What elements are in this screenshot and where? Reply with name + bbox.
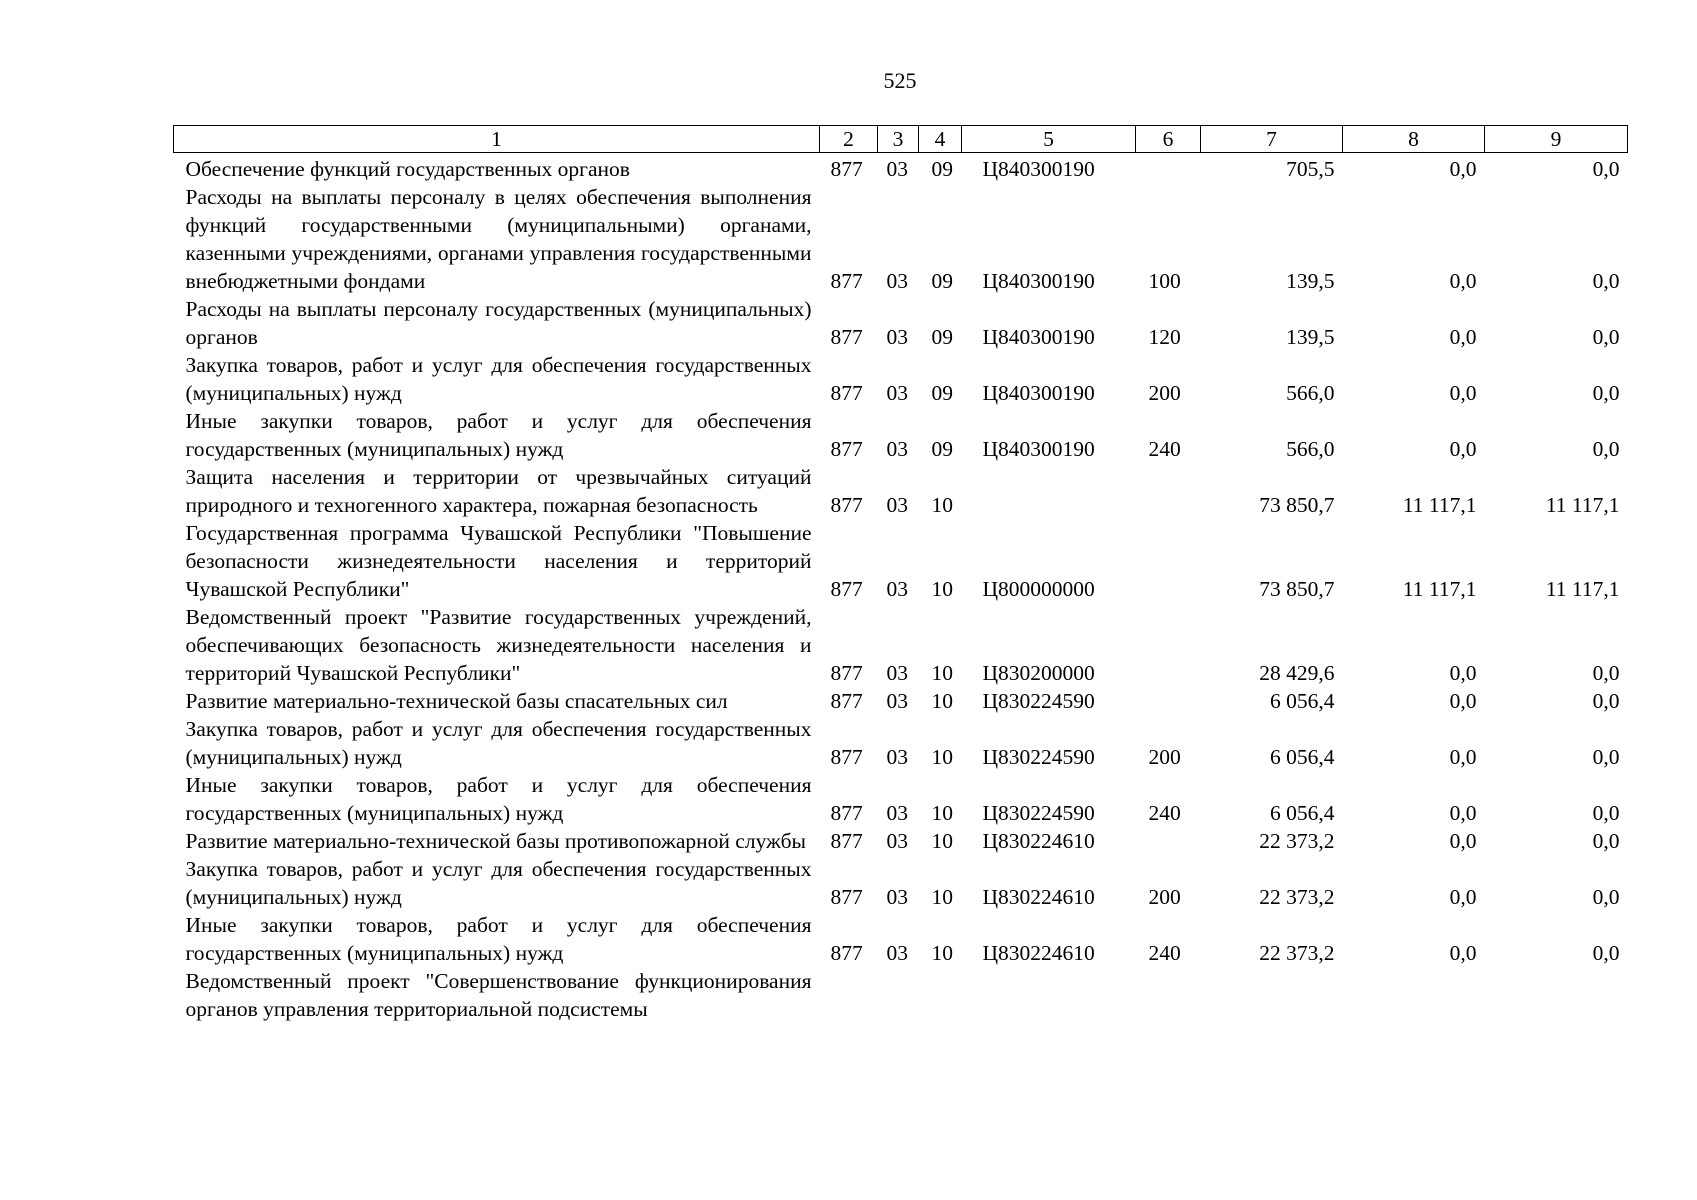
col-9-cell: 11 117,1 [1545, 577, 1620, 601]
row-name-cell: Обеспечение функций государственных органов [185, 157, 630, 181]
column-header-2: 2 [820, 126, 878, 153]
col-2-cell: 877 [830, 381, 863, 405]
row-name-cell: Государственная программа Чувашской Республики "Повышение безопасности жизнедеятельности населения и территорий Чувашской Республики" [185, 521, 812, 601]
column-header-1: 1 [174, 126, 820, 153]
col-5-cell: Ц800000000 [982, 577, 1095, 601]
col-3-cell: 03 [886, 157, 908, 181]
col-8-cell: 11 117,1 [1402, 493, 1477, 517]
col-2-cell: 877 [830, 577, 863, 601]
col-2-cell: 877 [830, 661, 863, 685]
col-2-cell: 877 [830, 493, 863, 517]
table-row [174, 911, 1628, 967]
col-9-cell: 0,0 [1592, 885, 1620, 909]
col-7-cell: 22 373,2 [1259, 885, 1335, 909]
col-2-cell: 877 [830, 941, 863, 965]
row-name-cell: Ведомственный проект "Развитие государственных учреждений, обеспечивающих безопасность жизнедеятельности населения и территорий Чувашской Республики" [185, 605, 812, 685]
col-2-cell: 877 [830, 689, 863, 713]
col-3-cell [878, 967, 919, 1023]
col-5-cell [962, 967, 1136, 1023]
col-3-cell: 03 [886, 661, 908, 685]
col-8-cell: 0,0 [1449, 829, 1477, 853]
column-header-7: 7 [1201, 126, 1343, 153]
col-9-cell: 0,0 [1592, 437, 1620, 461]
row-name-cell: Закупка товаров, работ и услуг для обеспечения государственных (муниципальных) нужд [185, 353, 812, 405]
col-2-cell: 877 [830, 885, 863, 909]
col-6-cell [1136, 463, 1201, 519]
column-header-8: 8 [1343, 126, 1485, 153]
col-8-cell: 0,0 [1449, 325, 1477, 349]
col-5-cell: Ц830224610 [982, 829, 1095, 853]
col-3-cell: 03 [886, 829, 908, 853]
col-4-cell: 10 [931, 577, 953, 601]
col-6-cell [1136, 687, 1201, 715]
column-header-5: 5 [962, 126, 1136, 153]
col-7-cell: 705,5 [1286, 157, 1335, 181]
col-3-cell: 03 [886, 745, 908, 769]
col-3-cell: 03 [886, 381, 908, 405]
col-9-cell: 0,0 [1592, 381, 1620, 405]
col-6-cell: 100 [1148, 269, 1181, 293]
row-name-cell: Развитие материально-технической базы противопожарной службы [185, 829, 806, 853]
col-2-cell: 877 [830, 325, 863, 349]
col-5-cell: Ц830224590 [982, 801, 1095, 825]
col-8-cell: 0,0 [1449, 437, 1477, 461]
col-4-cell: 09 [931, 381, 953, 405]
col-6-cell: 240 [1148, 801, 1181, 825]
col-8-cell: 0,0 [1449, 745, 1477, 769]
col-4-cell: 10 [931, 941, 953, 965]
col-7-cell: 6 056,4 [1270, 689, 1335, 713]
col-4-cell: 10 [931, 689, 953, 713]
col-2-cell: 877 [830, 269, 863, 293]
col-2-cell: 877 [830, 157, 863, 181]
col-5-cell: Ц840300190 [982, 157, 1095, 181]
col-7-cell [1201, 967, 1343, 1023]
col-7-cell: 566,0 [1286, 437, 1335, 461]
table-row [174, 827, 1628, 855]
col-6-cell [1136, 827, 1201, 855]
col-3-cell: 03 [886, 577, 908, 601]
col-7-cell: 6 056,4 [1270, 745, 1335, 769]
col-4-cell: 09 [931, 325, 953, 349]
col-4-cell: 10 [931, 885, 953, 909]
col-6-cell: 240 [1148, 437, 1181, 461]
col-7-cell: 22 373,2 [1259, 941, 1335, 965]
table-header [174, 126, 1628, 153]
col-9-cell: 11 117,1 [1545, 493, 1620, 517]
col-4-cell: 10 [931, 661, 953, 685]
col-5-cell: Ц830224590 [982, 745, 1095, 769]
col-7-cell: 6 056,4 [1270, 801, 1335, 825]
col-6-cell: 240 [1148, 941, 1181, 965]
col-6-cell: 200 [1148, 745, 1181, 769]
col-7-cell: 139,5 [1286, 269, 1335, 293]
page-number: 525 [883, 68, 917, 93]
row-name-cell: Защита населения и территории от чрезвычайных ситуаций природного и техногенного характера, пожарная безопасность [185, 465, 812, 517]
col-7-cell: 73 850,7 [1259, 577, 1335, 601]
col-7-cell: 22 373,2 [1259, 829, 1335, 853]
row-name-cell: Закупка товаров, работ и услуг для обеспечения государственных (муниципальных) нужд [185, 857, 812, 909]
col-3-cell: 03 [886, 801, 908, 825]
col-7-cell: 73 850,7 [1259, 493, 1335, 517]
col-5-cell: Ц840300190 [982, 325, 1095, 349]
col-5-cell: Ц840300190 [982, 381, 1095, 405]
col-6-cell [1136, 603, 1201, 687]
col-6-cell [1136, 153, 1201, 184]
col-7-cell: 139,5 [1286, 325, 1335, 349]
table-row [174, 603, 1628, 687]
col-7-cell: 566,0 [1286, 381, 1335, 405]
col-2-cell [820, 967, 878, 1023]
col-9-cell: 0,0 [1592, 689, 1620, 713]
col-8-cell: 0,0 [1449, 269, 1477, 293]
col-4-cell: 10 [931, 801, 953, 825]
row-name-cell: Развитие материально-технической базы спасательных сил [185, 689, 728, 713]
row-name-cell: Закупка товаров, работ и услуг для обеспечения государственных (муниципальных) нужд [185, 717, 812, 769]
col-8-cell: 0,0 [1449, 941, 1477, 965]
col-2-cell: 877 [830, 745, 863, 769]
col-4-cell: 10 [931, 493, 953, 517]
table-row [174, 153, 1628, 184]
table-row [174, 351, 1628, 407]
col-9-cell: 0,0 [1592, 157, 1620, 181]
col-3-cell: 03 [886, 269, 908, 293]
col-9-cell: 0,0 [1592, 829, 1620, 853]
col-5-cell: Ц830224610 [982, 941, 1095, 965]
col-5-cell [962, 463, 1136, 519]
col-3-cell: 03 [886, 885, 908, 909]
header-row [174, 126, 1628, 153]
col-5-cell: Ц830224590 [982, 689, 1095, 713]
table-row [174, 855, 1628, 911]
row-name-cell: Иные закупки товаров, работ и услуг для обеспечения государственных (муниципальных) нужд [185, 773, 812, 825]
col-4-cell: 09 [931, 437, 953, 461]
col-3-cell: 03 [886, 941, 908, 965]
col-6-cell: 120 [1148, 325, 1181, 349]
row-name-cell: Расходы на выплаты персоналу в целях обеспечения выполнения функций государственными (муниципальными) органами, казенными учреждениями, органами управления государственными внебюджетными фондами [185, 185, 812, 293]
col-4-cell: 09 [931, 269, 953, 293]
col-4-cell: 10 [931, 745, 953, 769]
col-8-cell: 0,0 [1449, 801, 1477, 825]
column-header-3: 3 [878, 126, 919, 153]
col-8-cell [1343, 967, 1485, 1023]
table-row [174, 715, 1628, 771]
col-2-cell: 877 [830, 801, 863, 825]
col-2-cell: 877 [830, 437, 863, 461]
table-body [174, 153, 1628, 1024]
col-9-cell: 0,0 [1592, 661, 1620, 685]
col-5-cell: Ц830224610 [982, 885, 1095, 909]
col-6-cell [1136, 967, 1201, 1023]
col-3-cell: 03 [886, 689, 908, 713]
col-8-cell: 0,0 [1449, 661, 1477, 685]
col-5-cell: Ц840300190 [982, 437, 1095, 461]
table-row [174, 771, 1628, 827]
col-8-cell: 0,0 [1449, 157, 1477, 181]
col-8-cell: 0,0 [1449, 689, 1477, 713]
col-5-cell: Ц830200000 [982, 661, 1095, 685]
col-4-cell: 10 [931, 829, 953, 853]
row-name-cell: Иные закупки товаров, работ и услуг для обеспечения государственных (муниципальных) нужд [185, 409, 812, 461]
col-8-cell: 11 117,1 [1402, 577, 1477, 601]
column-header-6: 6 [1136, 126, 1201, 153]
table-row [174, 519, 1628, 603]
table-row [174, 967, 1628, 1023]
col-3-cell: 03 [886, 437, 908, 461]
col-2-cell: 877 [830, 829, 863, 853]
table-row [174, 687, 1628, 715]
col-9-cell [1485, 967, 1628, 1023]
col-9-cell: 0,0 [1592, 941, 1620, 965]
table-row [174, 295, 1628, 351]
col-6-cell: 200 [1148, 885, 1181, 909]
col-9-cell: 0,0 [1592, 325, 1620, 349]
row-name-cell: Ведомственный проект "Совершенствование функционирования органов управления территориальной подсистемы [185, 969, 812, 1021]
col-5-cell: Ц840300190 [982, 269, 1095, 293]
table-row [174, 407, 1628, 463]
row-name-cell: Расходы на выплаты персоналу государственных (муниципальных) органов [185, 297, 812, 349]
col-7-cell: 28 429,6 [1259, 661, 1335, 685]
col-3-cell: 03 [886, 493, 908, 517]
col-9-cell: 0,0 [1592, 745, 1620, 769]
col-9-cell: 0,0 [1592, 801, 1620, 825]
table-row [174, 463, 1628, 519]
col-6-cell [1136, 519, 1201, 603]
col-8-cell: 0,0 [1449, 885, 1477, 909]
column-header-4: 4 [919, 126, 962, 153]
table-row [174, 183, 1628, 295]
row-name-cell: Иные закупки товаров, работ и услуг для обеспечения государственных (муниципальных) нужд [185, 913, 812, 965]
col-8-cell: 0,0 [1449, 381, 1477, 405]
col-4-cell: 09 [931, 157, 953, 181]
budget-table [173, 125, 1628, 1023]
col-4-cell [919, 967, 962, 1023]
col-6-cell: 200 [1148, 381, 1181, 405]
col-9-cell: 0,0 [1592, 269, 1620, 293]
column-header-9: 9 [1485, 126, 1628, 153]
col-3-cell: 03 [886, 325, 908, 349]
